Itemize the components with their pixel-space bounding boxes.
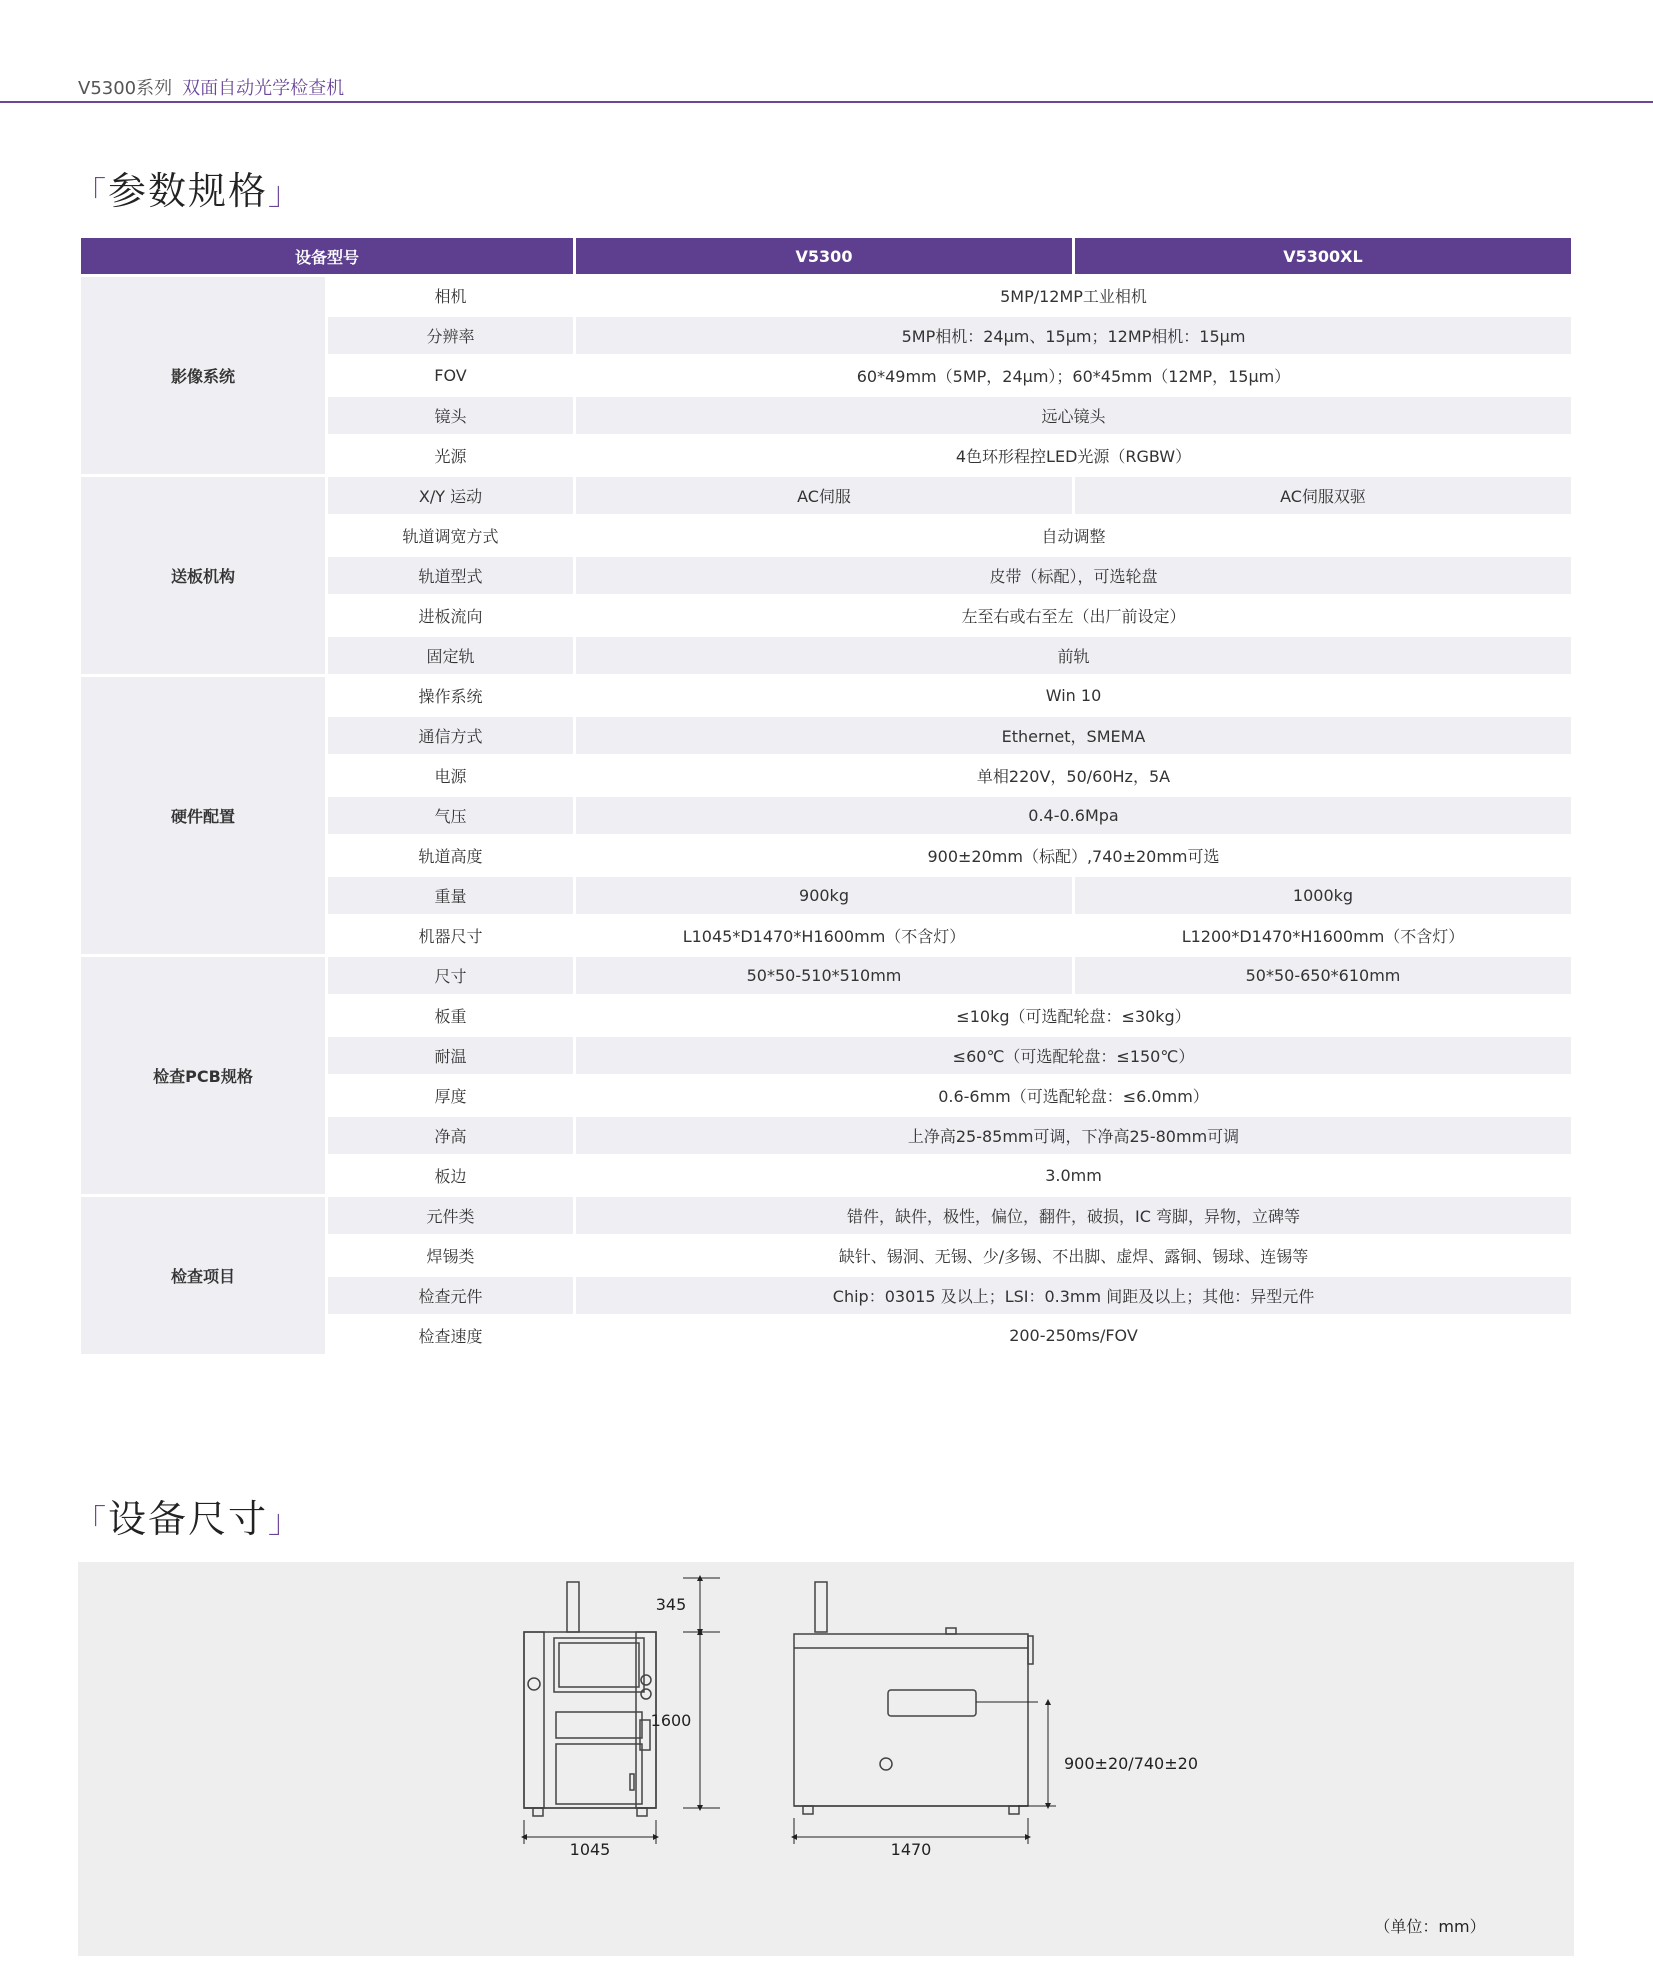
spec-label-cell: 电源 (328, 757, 573, 794)
spec-value-cell: 5MP/12MP工业相机 (576, 277, 1571, 314)
spec-label-cell: 光源 (328, 437, 573, 474)
table-body (81, 277, 1571, 1354)
spec-label-cell: 耐温 (328, 1037, 573, 1074)
spec-value-cell: 皮带（标配），可选轮盘 (576, 557, 1571, 594)
spec-value-cell: 0.6-6mm（可选配轮盘：≤6.0mm） (576, 1077, 1571, 1114)
spec-label-cell: 轨道型式 (328, 557, 573, 594)
spec-value-v5300: 50*50-510*510mm (576, 957, 1072, 994)
spec-label-cell: 板重 (328, 997, 573, 1034)
bracket-open: 「 (74, 1502, 109, 1540)
spec-value-cell: 3.0mm (576, 1157, 1571, 1194)
spec-value-cell: ≤10kg（可选配轮盘：≤30kg） (576, 997, 1571, 1034)
spec-label-cell: 元件类 (328, 1197, 573, 1234)
spec-label-cell: 相机 (328, 277, 573, 314)
spec-value-v5300: AC伺服 (576, 477, 1072, 514)
spec-value-cell: 左至右或右至左（出厂前设定） (576, 597, 1571, 634)
header-divider (0, 101, 1653, 103)
spec-label-cell: 气压 (328, 797, 573, 834)
spec-value-v5300: L1045*D1470*H1600mm（不含灯） (576, 917, 1072, 954)
spec-value-v5300xl: L1200*D1470*H1600mm（不含灯） (1075, 917, 1571, 954)
spec-label-cell: 进板流向 (328, 597, 573, 634)
dim-depth-label: 1470 (890, 1840, 932, 1859)
spec-label-cell: 焊锡类 (328, 1237, 573, 1274)
group-cell: 检查PCB规格 (81, 957, 325, 1194)
table-row (81, 957, 1571, 994)
dim-height-label: 1600 (650, 1711, 692, 1730)
spec-value-v5300: 900kg (576, 877, 1072, 914)
group-cell: 影像系统 (81, 277, 325, 474)
spec-label-cell: 检查速度 (328, 1317, 573, 1354)
spec-value-cell: Chip：03015 及以上；LSI：0.3mm 间距及以上；其他：异型元件 (576, 1277, 1571, 1314)
spec-label-cell: 机器尺寸 (328, 917, 573, 954)
front-view-machine (524, 1582, 656, 1816)
spec-label-cell: 轨道调宽方式 (328, 517, 573, 554)
spec-value-cell: 前轨 (576, 637, 1571, 674)
unit-label: （单位：mm） (1374, 1917, 1486, 1936)
spec-table (78, 235, 1574, 1357)
spec-value-cell: Ethernet，SMEMA (576, 717, 1571, 754)
rail-height-dimension (976, 1702, 1056, 1806)
spec-value-cell: 200-250ms/FOV (576, 1317, 1571, 1354)
spec-value-cell: 自动调整 (576, 517, 1571, 554)
spec-label-cell: 镜头 (328, 397, 573, 434)
spec-value-cell: 上净高25-85mm可调，下净高25-80mm可调 (576, 1117, 1571, 1154)
height-dimension (683, 1578, 720, 1808)
table-row (81, 477, 1571, 514)
spec-value-cell: ≤60℃（可选配轮盘：≤150℃） (576, 1037, 1571, 1074)
spec-value-cell: 60*49mm（5MP，24μm）；60*45mm（12MP，15μm） (576, 357, 1571, 394)
product-subtitle: 双面自动光学检查机 (182, 78, 345, 99)
group-cell: 送板机构 (81, 477, 325, 674)
series-name: V5300系列 (78, 78, 173, 99)
table-header-row (81, 238, 1571, 274)
spec-label-cell: 操作系统 (328, 677, 573, 714)
dimension-drawing-panel (78, 1562, 1574, 1956)
dim-rail-label: 900±20/740±20 (1064, 1754, 1198, 1773)
spec-label-cell: 净高 (328, 1117, 573, 1154)
header-cell-v5300xl: V5300XL (1075, 238, 1571, 274)
spec-value-cell: 5MP相机：24μm、15μm；12MP相机：15μm (576, 317, 1571, 354)
spec-value-cell: 远心镜头 (576, 397, 1571, 434)
spec-value-cell: 缺针、锡洞、无锡、少/多锡、不出脚、虚焊、露铜、锡球、连锡等 (576, 1237, 1571, 1274)
side-view-machine (794, 1582, 1033, 1814)
spec-value-cell: 错件，缺件，极性，偏位，翻件，破损，IC 弯脚，异物，立碑等 (576, 1197, 1571, 1234)
spec-label-cell: 重量 (328, 877, 573, 914)
spec-label-cell: 固定轨 (328, 637, 573, 674)
spec-value-v5300xl: 1000kg (1075, 877, 1571, 914)
dim-section-title (74, 1488, 302, 1543)
spec-label-cell: 尺寸 (328, 957, 573, 994)
spec-title-text: 参数规格 (108, 169, 269, 213)
table-row (81, 677, 1571, 714)
header-cell-v5300: V5300 (576, 238, 1072, 274)
spec-section-title (74, 160, 302, 215)
group-cell: 检查项目 (81, 1197, 325, 1354)
spec-label-cell: 厚度 (328, 1077, 573, 1114)
dimension-drawing (78, 1562, 1574, 1956)
spec-value-v5300xl: AC伺服双驱 (1075, 477, 1571, 514)
spec-value-cell: 4色环形程控LED光源（RGBW） (576, 437, 1571, 474)
dim-width-label: 1045 (569, 1840, 611, 1859)
spec-value-cell: 0.4-0.6Mpa (576, 797, 1571, 834)
spec-value-cell: 单相220V，50/60Hz，5A (576, 757, 1571, 794)
bracket-open: 「 (74, 174, 109, 212)
spec-label-cell: 通信方式 (328, 717, 573, 754)
spec-value-cell: Win 10 (576, 677, 1571, 714)
bracket-close: 」 (268, 1502, 303, 1540)
group-cell: 硬件配置 (81, 677, 325, 954)
page-header (78, 74, 344, 100)
dim-title-text: 设备尺寸 (108, 1497, 269, 1541)
spec-label-cell: FOV (328, 357, 573, 394)
spec-label-cell: 检查元件 (328, 1277, 573, 1314)
spec-label-cell: 轨道高度 (328, 837, 573, 874)
table-row (81, 1197, 1571, 1234)
spec-label-cell: 板边 (328, 1157, 573, 1194)
table-row (81, 277, 1571, 314)
bracket-close: 」 (268, 174, 303, 212)
header-cell-model: 设备型号 (81, 238, 573, 274)
spec-label-cell: 分辨率 (328, 317, 573, 354)
spec-label-cell: X/Y 运动 (328, 477, 573, 514)
spec-value-v5300xl: 50*50-650*610mm (1075, 957, 1571, 994)
spec-value-cell: 900±20mm（标配）,740±20mm可选 (576, 837, 1571, 874)
dim-lamp-label: 345 (655, 1595, 687, 1614)
